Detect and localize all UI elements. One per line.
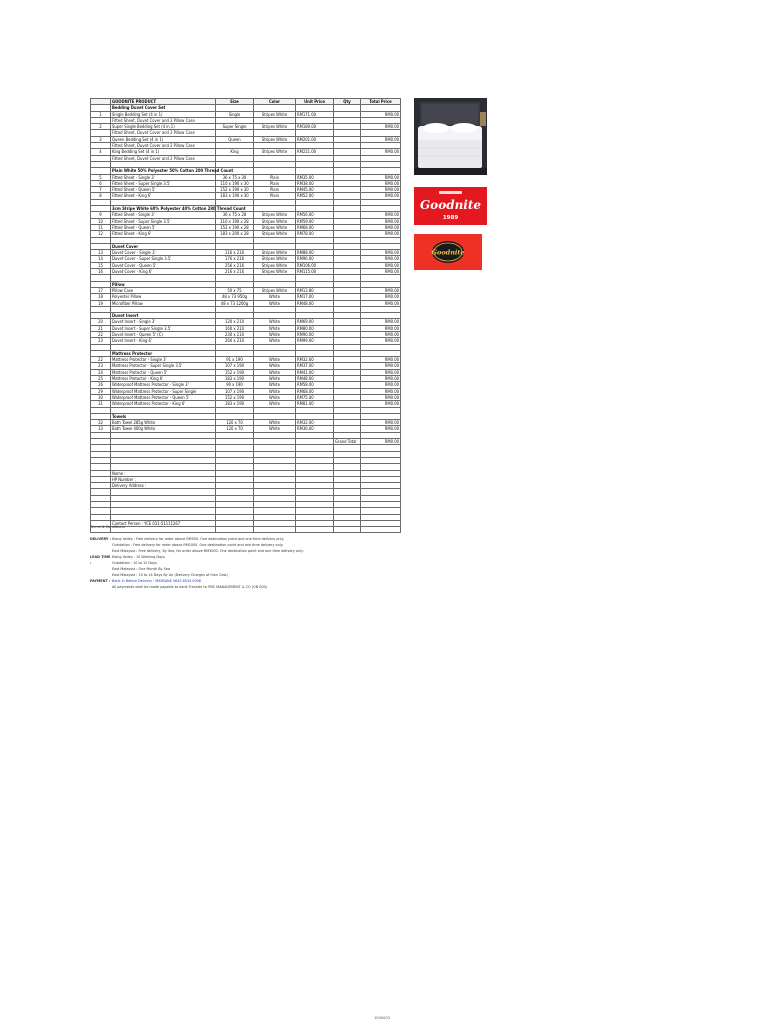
cell-size: 160 x 210 bbox=[216, 325, 254, 331]
cell-color: Plain bbox=[254, 193, 296, 199]
cell-desc: Single Bedding Set (4 in 1) bbox=[111, 111, 216, 117]
cell-total: RM0.00 bbox=[361, 420, 401, 426]
cell-color: Stripes White bbox=[254, 287, 296, 293]
cell-no: 22 bbox=[91, 357, 111, 363]
cell-size: 48 x 73 950g bbox=[216, 294, 254, 300]
cell-desc: Fitted Sheet, Duvet Cover and 2 Pillow Case bbox=[111, 143, 216, 149]
cell-desc: Duvet Cover bbox=[111, 243, 216, 249]
cell-no: 4 bbox=[91, 149, 111, 155]
cell-color: Stripes White bbox=[254, 262, 296, 268]
cell-desc: Bath Towel 285g White bbox=[111, 420, 216, 426]
cell-desc: Name : bbox=[111, 470, 216, 476]
bedding-photo bbox=[414, 98, 487, 175]
cell-desc bbox=[111, 527, 216, 533]
cell-color: White bbox=[254, 426, 296, 432]
cell-price: RM80.00 bbox=[296, 325, 334, 331]
cell-color: Stripes White bbox=[254, 124, 296, 130]
cell-color: Stripes White bbox=[254, 149, 296, 155]
cell-total: RM0.00 bbox=[361, 331, 401, 337]
cell-size: Single bbox=[216, 111, 254, 117]
cell-desc: Fitted Sheet, Duvet Cover and 2 Pillow Case bbox=[111, 130, 216, 136]
cell-color: Stripes White bbox=[254, 269, 296, 275]
cell-desc: Fitted Sheet - King 6' bbox=[111, 193, 216, 199]
cell-total: RM0.00 bbox=[361, 388, 401, 394]
header-unit-price: Unit Price bbox=[296, 99, 334, 105]
cell-color: White bbox=[254, 319, 296, 325]
cell-color: Stripes White bbox=[254, 111, 296, 117]
cell-price: RM99.00 bbox=[296, 338, 334, 344]
cell-no: 7 bbox=[91, 187, 111, 193]
cell-no: 15 bbox=[91, 262, 111, 268]
bed-illustration-icon bbox=[414, 98, 487, 175]
cell-no: 25 bbox=[91, 376, 111, 382]
cell-price: RM69.00 bbox=[296, 319, 334, 325]
cell-size: 183 x 190 bbox=[216, 376, 254, 382]
cell-desc: Super Single Bedding Set (4 in 1) bbox=[111, 124, 216, 130]
cell-total: RM0.00 bbox=[361, 300, 401, 306]
cell-no: 30 bbox=[91, 394, 111, 400]
cell-size: 230 x 210 bbox=[216, 331, 254, 337]
cell-no: 8 bbox=[91, 193, 111, 199]
cell-no: 3 bbox=[91, 136, 111, 142]
cell-no: 10 bbox=[91, 218, 111, 224]
cell-desc: Waterproof Mattress Protector - Queen 5' bbox=[111, 394, 216, 400]
terms-section bbox=[90, 536, 410, 554]
cell-total: RM0.00 bbox=[361, 218, 401, 224]
cell-no: 13 bbox=[91, 250, 111, 256]
cell-desc: Mattress Protector - Super Single 3.5' bbox=[111, 363, 216, 369]
cell-desc: Bath Towel 400g White bbox=[111, 426, 216, 432]
cell-price: RM58.00 bbox=[296, 382, 334, 388]
terms-section bbox=[90, 554, 410, 578]
cell-total: RM0.00 bbox=[361, 363, 401, 369]
cell-color: Stripes White bbox=[254, 136, 296, 142]
cell-price: RM32.00 bbox=[296, 420, 334, 426]
cell-color: Stripes White bbox=[254, 256, 296, 262]
terms-line: East Malaysia : One Month By Sea bbox=[112, 567, 170, 571]
cell-size: 256 x 216 bbox=[216, 262, 254, 268]
cell-size: 152 x 190 x 30 bbox=[216, 187, 254, 193]
cell-desc: Fitted Sheet - Queen 5' bbox=[111, 187, 216, 193]
cell-price: RM48.00 bbox=[296, 376, 334, 382]
cell-size: 120 x 70 bbox=[216, 426, 254, 432]
cell-price bbox=[296, 527, 334, 533]
cell-total: RM0.00 bbox=[361, 224, 401, 230]
cell-desc: Duvet Insert bbox=[111, 313, 216, 319]
cell-no: 23 bbox=[91, 338, 111, 344]
cell-total: RM0.00 bbox=[361, 376, 401, 382]
cell-no: 12 bbox=[91, 231, 111, 237]
order-form-table bbox=[90, 98, 401, 533]
cell-color: Stripes White bbox=[254, 250, 296, 256]
cell-no: 14 bbox=[91, 256, 111, 262]
cell-desc: Waterproof Mattress Protector - King 6' bbox=[111, 401, 216, 407]
cell-total: RM0.00 bbox=[361, 174, 401, 180]
cell-color: Stripes White bbox=[254, 231, 296, 237]
cell-price: RM106.00 bbox=[296, 262, 334, 268]
cell-price: RM88.00 bbox=[296, 250, 334, 256]
cell-color: White bbox=[254, 338, 296, 344]
cell-desc: Fitted Sheet - King 6' bbox=[111, 231, 216, 237]
cell-price: RM52.00 bbox=[296, 193, 334, 199]
cell-total: RM0.00 bbox=[361, 193, 401, 199]
cell-size: 120 x 70 bbox=[216, 420, 254, 426]
cell-total: RM0.00 bbox=[361, 111, 401, 117]
cell-color: White bbox=[254, 331, 296, 337]
cell-desc: Fitted Sheet - Super Single 3.5' bbox=[111, 180, 216, 186]
cell-size: 183 x 200 x 28 bbox=[216, 231, 254, 237]
terms-label: LEAD TIME : bbox=[90, 555, 111, 565]
cell-price: RM75.00 bbox=[296, 394, 334, 400]
cell-desc: Mattress Protector - Queen 5' bbox=[111, 369, 216, 375]
terms-line: East Malaysia : Free delivery, By Sea, for order above RM3000. One destination point and one time delivery only. bbox=[112, 549, 304, 553]
cell-size: Queen bbox=[216, 136, 254, 142]
terms-lines bbox=[112, 554, 410, 578]
cell-desc: Mattress Protector bbox=[111, 350, 216, 356]
cell-desc: King Bedding Set (4 in 1) bbox=[111, 149, 216, 155]
cell-total: RM0.00 bbox=[361, 187, 401, 193]
cell-desc: Pillow Case bbox=[111, 287, 216, 293]
cell-no: 33 bbox=[91, 426, 111, 432]
header-total-price: Total Price bbox=[361, 99, 401, 105]
cell-desc: Duvet Cover - Queen 5' bbox=[111, 262, 216, 268]
cell-size: 91 x 190 bbox=[216, 357, 254, 363]
cell-price: RM201.00 bbox=[296, 136, 334, 142]
cell-size: 260 x 210 bbox=[216, 338, 254, 344]
goodnite-logo-1989 bbox=[414, 187, 487, 225]
cell-total: RM0.00 bbox=[361, 382, 401, 388]
cell-no: 31 bbox=[91, 401, 111, 407]
header-qty: Qty bbox=[334, 99, 361, 105]
cell-color: White bbox=[254, 401, 296, 407]
cell-desc: Fitted Sheet, Duvet Cover and 2 Pillow Case bbox=[111, 117, 216, 123]
page-number: 1000003 bbox=[374, 1016, 391, 1020]
cell-color: White bbox=[254, 294, 296, 300]
cell-no: 18 bbox=[91, 294, 111, 300]
cell-desc: Fitted Sheet, Duvet Cover and 2 Pillow Case bbox=[111, 155, 216, 161]
cell-total: RM0.00 bbox=[361, 439, 401, 445]
cell-price: RM171.00 bbox=[296, 111, 334, 117]
cell-size: 183 x 190 bbox=[216, 401, 254, 407]
cell-price: RM81.00 bbox=[296, 401, 334, 407]
cell-total: RM0.00 bbox=[361, 231, 401, 237]
brand-badge-icon bbox=[414, 234, 482, 270]
cell-desc: Fitted Sheet - Queen 5' bbox=[111, 224, 216, 230]
cell-size: 110 x 190 x 30 bbox=[216, 180, 254, 186]
cell-color: Plain bbox=[254, 180, 296, 186]
cell-desc: Duvet Cover - King 6' bbox=[111, 269, 216, 275]
cell-total: RM0.00 bbox=[361, 136, 401, 142]
cell-total: RM0.00 bbox=[361, 319, 401, 325]
cell-no: 22 bbox=[91, 331, 111, 337]
cell-total: RM0.00 bbox=[361, 401, 401, 407]
cell-color: Stripes White bbox=[254, 224, 296, 230]
terms-line: Klang Valley : Free delivery for order above RM500. One destination point and one time delivery only. bbox=[112, 537, 285, 541]
cell-no: 1 bbox=[91, 111, 111, 117]
cell-qty: Grand Total bbox=[334, 439, 361, 445]
cell-no: 26 bbox=[91, 382, 111, 388]
cell-color: White bbox=[254, 325, 296, 331]
cell-desc: Mattress Protector - King 6' bbox=[111, 376, 216, 382]
cell-size: 152 x 190 bbox=[216, 369, 254, 375]
cell-desc: Duvet Insert - Queen 5' (C) bbox=[111, 331, 216, 337]
cell-total: RM0.00 bbox=[361, 124, 401, 130]
header-color: Color bbox=[254, 99, 296, 105]
logo-wordmark: Goodnite bbox=[419, 198, 482, 212]
cell-no: 11 bbox=[91, 224, 111, 230]
cell-desc: Duvet Insert - Super Single 3.5' bbox=[111, 325, 216, 331]
cell-size: 176 x 216 bbox=[216, 256, 254, 262]
cell-desc: Polyester Pillow bbox=[111, 294, 216, 300]
terms-line: Outstation : Free delivery for order above RM1000. One destination point and one time delivery only. bbox=[112, 543, 284, 547]
cell-desc: Duvet Insert - Single 3' bbox=[111, 319, 216, 325]
cell-size: Super Single bbox=[216, 124, 254, 130]
cell-desc: Pillow bbox=[111, 281, 216, 287]
terms-line: All payments shall be made payable to bank Transfer to YMC MANAGEMENT & CO (ON 000) bbox=[112, 585, 268, 589]
cell-price: RM35.00 bbox=[296, 174, 334, 180]
cell-desc: Fitted Sheet - Single 3' bbox=[111, 174, 216, 180]
cell-price: RM17.00 bbox=[296, 294, 334, 300]
cell-price: RM41.00 bbox=[296, 369, 334, 375]
cell-size: 110 x 190 x 28 bbox=[216, 218, 254, 224]
cell-desc: Contact Person : YCE 011-51111267 bbox=[111, 520, 216, 526]
cell-no: 2 bbox=[91, 124, 111, 130]
terms-line: Outstation : 10 to 12 Days bbox=[112, 561, 157, 565]
cell-total: RM0.00 bbox=[361, 149, 401, 155]
cell-color: White bbox=[254, 363, 296, 369]
cell-desc: Mattress Protector - Single 3' bbox=[111, 357, 216, 363]
cell-price: RM56.00 bbox=[296, 212, 334, 218]
cell-desc: Waterproof Mattress Protector - Super Single bbox=[111, 388, 216, 394]
cell-total: RM0.00 bbox=[361, 294, 401, 300]
cell-total: RM0.00 bbox=[361, 212, 401, 218]
terms-lines bbox=[112, 536, 410, 554]
cell-color: White bbox=[254, 376, 296, 382]
cell-total: RM0.00 bbox=[361, 394, 401, 400]
cell-price: RM180.00 bbox=[296, 124, 334, 130]
cell-total: RM0.00 bbox=[361, 180, 401, 186]
cell-color: Stripes White bbox=[254, 218, 296, 224]
cell-price: RM68.00 bbox=[296, 224, 334, 230]
cell-total: RM0.00 bbox=[361, 269, 401, 275]
cell-color: White bbox=[254, 388, 296, 394]
cell-no: 6 bbox=[91, 180, 111, 186]
cell-desc: Plain White 50% Polyester 50% Cotton 200 Thread Count bbox=[112, 168, 234, 174]
header-size: Size bbox=[216, 99, 254, 105]
cell-no: 16 bbox=[91, 269, 111, 275]
goodnite-logo-badge bbox=[414, 234, 482, 270]
cell-total: RM0.00 bbox=[361, 287, 401, 293]
table-row-blank bbox=[91, 527, 401, 533]
cell-no: 24 bbox=[91, 369, 111, 375]
cell-size: 152 x 190 x 28 bbox=[216, 224, 254, 230]
cell-no: 19 bbox=[91, 300, 111, 306]
cell-price: RM90.00 bbox=[296, 331, 334, 337]
cell-size: 36 x 75 x 30 bbox=[216, 174, 254, 180]
cell-size: 216 x 216 bbox=[216, 269, 254, 275]
terms-lines bbox=[112, 578, 410, 590]
cell-size: 183 x 190 x 30 bbox=[216, 193, 254, 199]
terms-line: Klang Valley : 10 Working Days bbox=[112, 555, 165, 559]
cell-price: RM59.00 bbox=[296, 218, 334, 224]
terms-heading: Terms & Conditions bbox=[90, 525, 125, 529]
cell-color: White bbox=[254, 420, 296, 426]
cell-size bbox=[216, 527, 254, 533]
cell-desc: Queen Bedding Set (4 in 1) bbox=[111, 136, 216, 142]
terms-section bbox=[90, 578, 410, 590]
cell-desc: Duvet Insert - King 6' bbox=[111, 338, 216, 344]
cell-desc: Duvet Cover - Super Single 3.5' bbox=[111, 256, 216, 262]
cell-price: RM115.00 bbox=[296, 269, 334, 275]
cell-size: 107 x 190 bbox=[216, 363, 254, 369]
terms-label: DELIVERY : bbox=[90, 537, 111, 541]
cell-no: 29 bbox=[91, 388, 111, 394]
cell-total: RM0.00 bbox=[361, 426, 401, 432]
cell-total: RM0.00 bbox=[361, 357, 401, 363]
badge-wordmark: Goodnite bbox=[431, 248, 465, 257]
cell-size: 90 x 190 bbox=[216, 382, 254, 388]
cell-price: RM48.00 bbox=[296, 300, 334, 306]
cell-size: 152 x 190 bbox=[216, 394, 254, 400]
cell-price: RM36.00 bbox=[296, 426, 334, 432]
cell-size: King bbox=[216, 149, 254, 155]
cell-no: 32 bbox=[91, 420, 111, 426]
cell-size: 120 x 210 bbox=[216, 319, 254, 325]
cell-total: RM0.00 bbox=[361, 338, 401, 344]
cell-total bbox=[361, 527, 401, 533]
cell-desc: Microfiber Pillow bbox=[111, 300, 216, 306]
cell-no: 20 bbox=[91, 319, 111, 325]
cell-price: RM38.00 bbox=[296, 180, 334, 186]
cell-no: 21 bbox=[91, 325, 111, 331]
cell-color: White bbox=[254, 300, 296, 306]
cell-size: 48 x 73 1200g bbox=[216, 300, 254, 306]
cell-price: RM96.00 bbox=[296, 256, 334, 262]
cell-desc: Towels bbox=[111, 413, 216, 419]
cell-desc: Fitted Sheet - Single 3' bbox=[111, 212, 216, 218]
cell-desc: Delivery Address : bbox=[111, 483, 216, 489]
cell-price: RM13.80 bbox=[296, 287, 334, 293]
cell-total: RM0.00 bbox=[361, 369, 401, 375]
terms-and-conditions bbox=[90, 536, 410, 590]
logo-year: 1989 bbox=[442, 215, 459, 221]
cell-no: 9 bbox=[91, 212, 111, 218]
cell-color bbox=[254, 527, 296, 533]
cell-price: RM37.00 bbox=[296, 363, 334, 369]
cell-total: RM0.00 bbox=[361, 262, 401, 268]
cell-size: 116 x 216 bbox=[216, 250, 254, 256]
cell-color: Plain bbox=[254, 174, 296, 180]
terms-label: PAYMENT : bbox=[90, 579, 111, 583]
cell-desc: Bedding Duvet Cover Set bbox=[111, 105, 216, 111]
cell-color: Stripes White bbox=[254, 212, 296, 218]
header-product: GOODNITE PRODUCT bbox=[111, 99, 216, 105]
cell-price: RM32.60 bbox=[296, 357, 334, 363]
cell-color: White bbox=[254, 357, 296, 363]
cell-size: 36 x 75 x 28 bbox=[216, 212, 254, 218]
terms-line: Bank In Before Delivery : MAYBANK 5645 8534 0098 bbox=[112, 579, 201, 583]
brand-logo-icon bbox=[414, 187, 487, 225]
cell-size: 107 x 190 bbox=[216, 388, 254, 394]
cell-price: RM45.00 bbox=[296, 187, 334, 193]
cell-no: 5 bbox=[91, 174, 111, 180]
cell-no: 23 bbox=[91, 363, 111, 369]
cell-color: White bbox=[254, 382, 296, 388]
cell-desc: HP Number : bbox=[111, 476, 216, 482]
cell-qty bbox=[334, 527, 361, 533]
cell-desc: Fitted Sheet - Super Single 3.5' bbox=[111, 218, 216, 224]
cell-color: White bbox=[254, 394, 296, 400]
cell-price: RM221.00 bbox=[296, 149, 334, 155]
cell-no: 17 bbox=[91, 287, 111, 293]
cell-size: 50 x 75 bbox=[216, 287, 254, 293]
cell-total: RM0.00 bbox=[361, 256, 401, 262]
cell-price: RM78.00 bbox=[296, 231, 334, 237]
cell-total: RM0.00 bbox=[361, 325, 401, 331]
cell-desc: Waterproof Mattress Protector - Single 3' bbox=[111, 382, 216, 388]
cell-color: Plain bbox=[254, 187, 296, 193]
cell-color: White bbox=[254, 369, 296, 375]
cell-price: RM68.00 bbox=[296, 388, 334, 394]
terms-line: East Malaysia : 10 to 14 Days By Air (Delivery Charges of Own Cost) bbox=[112, 573, 228, 577]
cell-desc: 3cm Stripe White 60% Polyester 40% Cotton 280 Thread Count bbox=[112, 206, 246, 212]
cell-desc: Duvet Cover - Single 3' bbox=[111, 250, 216, 256]
cell-total: RM0.00 bbox=[361, 250, 401, 256]
